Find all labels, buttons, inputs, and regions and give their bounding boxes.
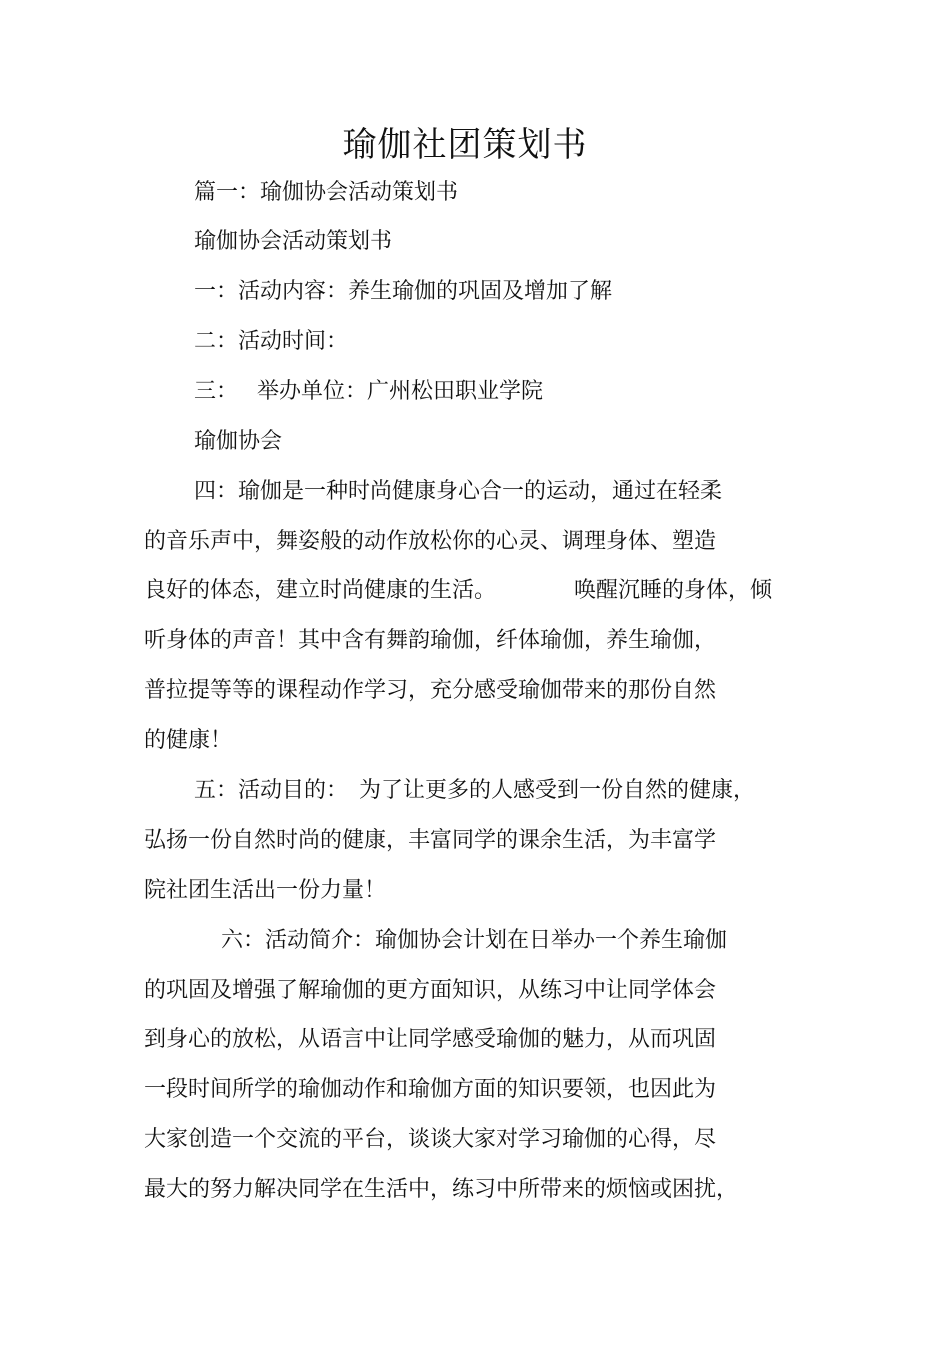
paragraph-line: 瑜伽协会活动策划书: [194, 229, 393, 254]
paragraph-line: 大家创造一个交流的平台，谈谈大家对学习瑜伽的心得，尽: [144, 1127, 717, 1152]
paragraph-line: 的音乐声中，舞姿般的动作放松你的心灵、调理身体、塑造: [144, 529, 717, 554]
paragraph-line: 五：活动目的：: [194, 778, 349, 803]
paragraph-line: 普拉提等等的课程动作学习，充分感受瑜伽带来的那份自然: [144, 678, 717, 703]
paragraph-line: 六：活动简介：瑜伽协会计划在日举办一个养生瑜伽: [221, 928, 728, 953]
paragraph-line: 到身心的放松，从语言中让同学感受瑜伽的魅力，从而巩固: [144, 1027, 717, 1052]
paragraph-line: 瑜伽协会: [194, 429, 283, 454]
paragraph-line: 弘扬一份自然时尚的健康，丰富同学的课余生活，为丰富学: [144, 828, 717, 853]
paragraph-line: 最大的努力解决同学在生活中，练习中所带来的烦恼或困扰，: [144, 1177, 739, 1202]
paragraph-line: 三：: [194, 379, 239, 404]
paragraph-line: 的健康！: [144, 728, 233, 753]
paragraph-line: 篇一：瑜伽协会活动策划书: [194, 180, 459, 205]
paragraph-line: 为了让更多的人感受到一份自然的健康，: [359, 778, 756, 803]
paragraph-line: 唤醒沉睡的身体，倾: [574, 578, 773, 603]
paragraph-line: 举办单位：广州松田职业学院: [257, 379, 544, 404]
paragraph-line: 良好的体态，建立时尚健康的生活。: [144, 578, 497, 603]
paragraph-line: 二：活动时间：: [194, 329, 349, 354]
paragraph-line: 听身体的声音！其中含有舞韵瑜伽，纤体瑜伽，养生瑜伽，: [144, 628, 717, 653]
paragraph-line: 一段时间所学的瑜伽动作和瑜伽方面的知识要领，也因此为: [144, 1077, 717, 1102]
paragraph-line: 院社团生活出一份力量！: [144, 878, 387, 903]
paragraph-line: 一：活动内容：养生瑜伽的巩固及增加了解: [194, 279, 613, 304]
paragraph-line: 的巩固及增强了解瑜伽的更方面知识，从练习中让同学体会: [144, 978, 717, 1003]
document-title: 瑜伽社团策划书: [342, 125, 588, 165]
paragraph-line: 四：瑜伽是一种时尚健康身心合一的运动，通过在轻柔: [194, 479, 723, 504]
